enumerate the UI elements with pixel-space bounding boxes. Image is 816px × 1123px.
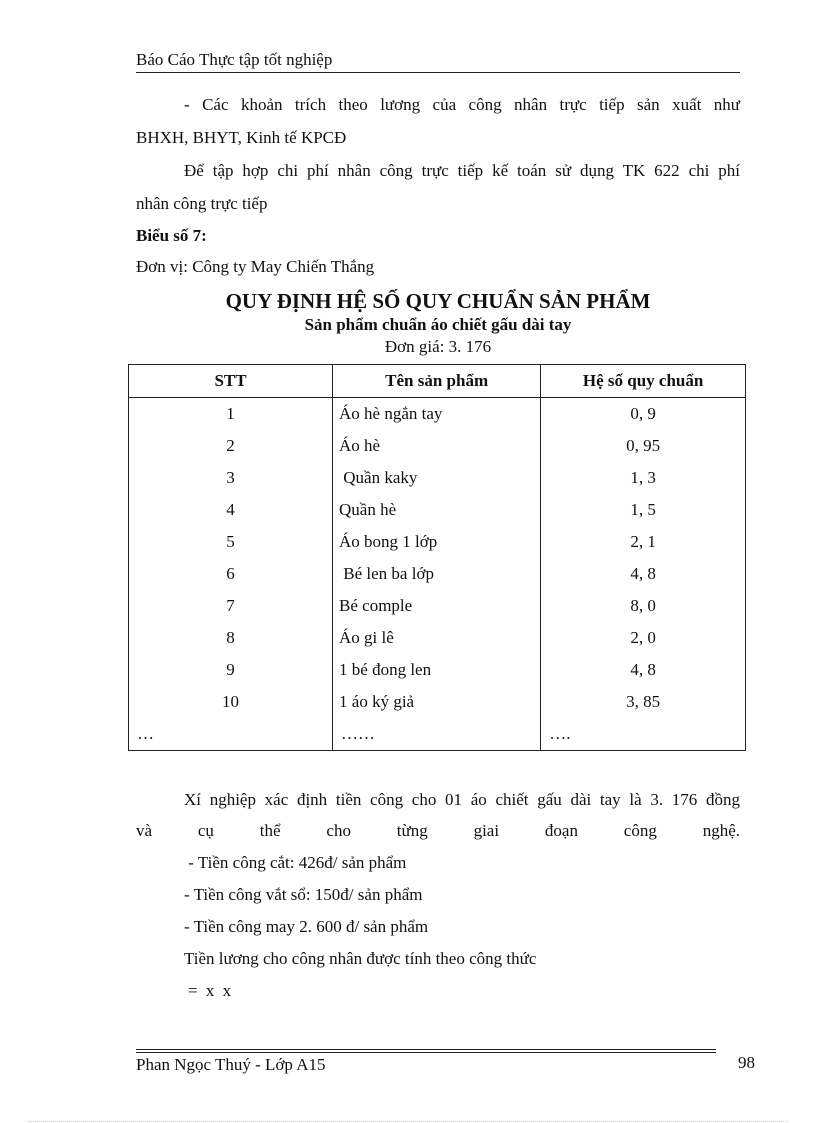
row-stt: 8 (129, 622, 333, 654)
after-table-line-1: Xí nghiệp xác định tiền công cho 01 áo chiết gấu dài tay là 3. 176 đồng (184, 790, 740, 809)
page-edge (28, 1121, 788, 1122)
row-product: Áo hè ngắn tay (333, 398, 541, 431)
table-row (129, 526, 746, 558)
wage-item-sew: - Tiền công may 2. 600 đ/ sản phẩm (184, 917, 429, 936)
row-product: 1 bé đong len (333, 654, 541, 686)
row-coefficient: 0, 95 (541, 430, 746, 462)
formula: = x x (188, 981, 232, 1000)
footer-author: Phan Ngọc Thuý - Lớp A15 (136, 1055, 326, 1074)
bieu-so-label: Biểu số 7: (136, 226, 207, 245)
table-row (129, 654, 746, 686)
table-main-title: QUY ĐỊNH HỆ SỐ QUY CHUẨN SẢN PHẨM (225, 289, 651, 313)
table-subtitle: Sản phẩm chuẩn áo chiết gấu dài tay (304, 315, 572, 334)
row-stt: 4 (129, 494, 333, 526)
row-coefficient: 1, 3 (541, 462, 746, 494)
row-coefficient: 8, 0 (541, 590, 746, 622)
row-stt: 2 (129, 430, 333, 462)
table-row (129, 686, 746, 718)
row-product: Áo gi lê (333, 622, 541, 654)
row-stt: 1 (129, 398, 333, 431)
wage-item-overlock: - Tiền công vắt sổ: 150đ/ sản phẩm (184, 885, 423, 904)
running-header: Báo Cáo Thực tập tốt nghiệp (136, 50, 333, 69)
paragraph-2-line-2: nhân công trực tiếp (136, 194, 268, 213)
row-product: Bé comple (333, 590, 541, 622)
ellipsis-stt: … (129, 718, 333, 751)
row-product: Áo hè (333, 430, 541, 462)
table-header-row (129, 365, 746, 398)
header-rule (136, 72, 740, 73)
row-stt: 6 (129, 558, 333, 590)
row-product: Quần kaky (333, 462, 541, 494)
row-coefficient: 2, 1 (541, 526, 746, 558)
row-coefficient: 4, 8 (541, 654, 746, 686)
row-stt: 10 (129, 686, 333, 718)
row-product: Bé len ba lớp (333, 558, 541, 590)
row-product: Áo bong 1 lớp (333, 526, 541, 558)
after-table-line-2: và cụ thể cho từng giai đoạn công nghệ. (136, 821, 740, 840)
table-row (129, 558, 746, 590)
paragraph-1-line-2: BHXH, BHYT, Kinh tế KPCĐ (136, 128, 347, 147)
ellipsis-coefficient: …. (541, 718, 746, 751)
page-number: 98 (738, 1053, 755, 1072)
coefficient-table (128, 364, 746, 751)
table-row (129, 494, 746, 526)
row-product: 1 áo ký giả (333, 686, 541, 718)
row-stt: 9 (129, 654, 333, 686)
row-coefficient: 1, 5 (541, 494, 746, 526)
row-coefficient: 0, 9 (541, 398, 746, 431)
footer-rule (136, 1049, 716, 1050)
formula-intro: Tiền lương cho công nhân được tính theo công thức (184, 949, 537, 968)
don-vi-label: Đơn vị: Công ty May Chiến Thắng (136, 257, 375, 276)
row-coefficient: 4, 8 (541, 558, 746, 590)
table-row (129, 398, 746, 431)
header-stt: STT (129, 365, 333, 398)
row-stt: 5 (129, 526, 333, 558)
header-product-name: Tên sản phẩm (333, 365, 541, 398)
row-coefficient: 2, 0 (541, 622, 746, 654)
table-row (129, 622, 746, 654)
paragraph-2-line-1: Để tập hợp chi phí nhân công trực tiếp kế toán sử dụng TK 622 chi phí (184, 161, 740, 180)
footer-rule-thick (136, 1052, 716, 1053)
wage-item-cut: - Tiền công cắt: 426đ/ sản phẩm (184, 853, 407, 872)
row-product: Quần hè (333, 494, 541, 526)
ellipsis-product: …… (333, 718, 541, 751)
header-coefficient: Hệ số quy chuẩn (541, 365, 746, 398)
table-unit-price: Đơn giá: 3. 176 (384, 337, 492, 356)
row-stt: 7 (129, 590, 333, 622)
row-stt: 3 (129, 462, 333, 494)
table-row-ellipsis (129, 718, 746, 751)
row-coefficient: 3, 85 (541, 686, 746, 718)
paragraph-1-line-1: - Các khoản trích theo lương của công nhân trực tiếp sản xuất như (184, 95, 740, 114)
table-row (129, 590, 746, 622)
table-row (129, 462, 746, 494)
table-row (129, 430, 746, 462)
